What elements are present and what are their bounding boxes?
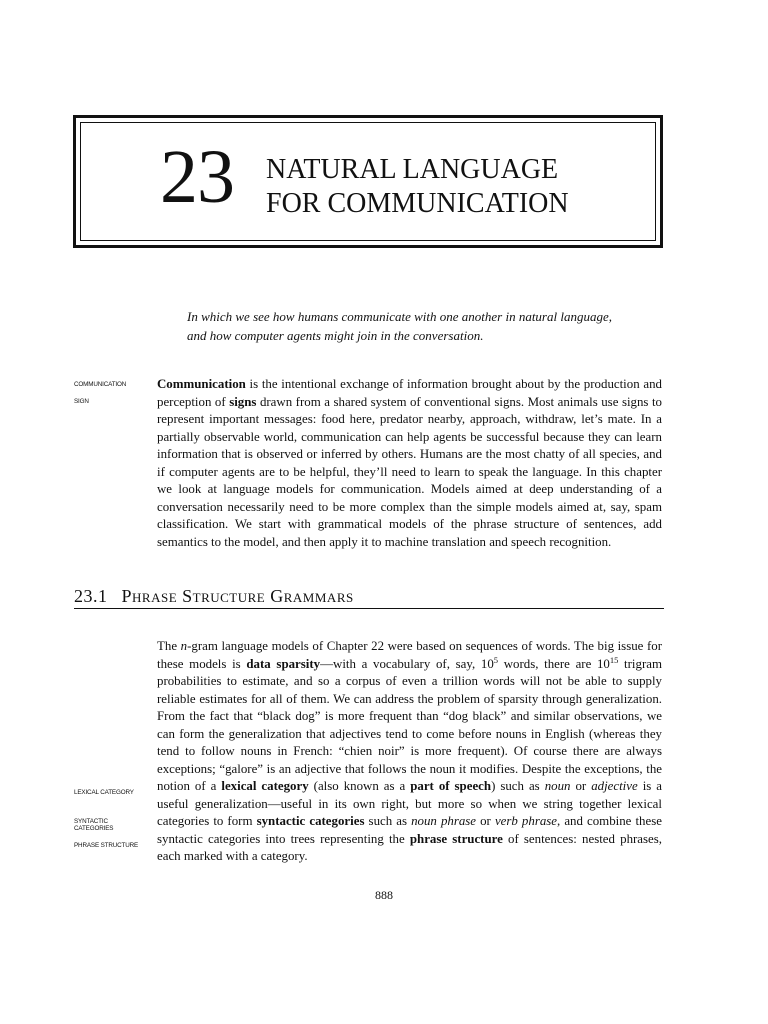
para1-text-2: drawn from a shared system of conventional signs. Most animals use signs to represent important messages: food here, predator nearby, approach, withdraw, let’s mate. In a partially observable world, communication can help agents be successful because they can learn information that is observed or inferred by others. Humans are the most chatty of all species, and if computer agents are to be helpful, they’ll need to learn to speak the language. In this chapter we look at language models for communication. Models aimed at deep understanding of a conversation necessarily need to be more complex than the simple models aimed at, say, spam classification. We start with grammatical models of the phrase structure of sentences, add semantics to the model, and then apply it to machine translation and speech recognition.	[157, 394, 662, 549]
em-verb-phrase: verb phrase	[494, 814, 558, 828]
margin-note-syntactic-categories	[74, 818, 113, 832]
para2-text-11: or	[476, 814, 495, 828]
para2-text-7: ) such as	[491, 779, 545, 793]
term-syntactic-categories: syntactic categories	[256, 814, 365, 828]
exponent-5: 5	[493, 654, 499, 665]
para1-text-1: is the intentional exchange of information brought about by the production and perception of	[157, 377, 662, 409]
paragraph-phrase-structure	[157, 638, 662, 866]
chapter-intro-line-2: and how computer agents might join in the conversation.	[187, 328, 484, 343]
para2-text-3: —with a vocabulary of, say, 10	[320, 656, 494, 671]
margin-note-communication: COMMUNICATION	[74, 381, 127, 388]
para2-text-5: trigram probabilities to estimate, and so a corpus of even a trillion words will not be able to supply reliable estimates for all of them. We can address the problem of sparsity through generalization. From the fact that “black dog” is more frequent than “dog black” and similar observations, we can form the generalization that adjectives tend to come before nouns in English (whereas they tend to follow nouns in French: “chien noir” is more frequent). Of course there are always exceptions; “galore” is an adjective that follows the noun it modifies. Despite the exceptions, the notion of a	[157, 656, 663, 793]
margin-note-syntactic-line-2: CATEGORIES	[74, 825, 114, 832]
chapter-header-box	[73, 115, 663, 248]
margin-note-sign: SIGN	[74, 398, 89, 405]
n-variable: n	[180, 639, 188, 653]
para2-text-13: of sentences: nested phrases, each marked with a category.	[157, 831, 663, 863]
chapter-intro	[187, 307, 667, 345]
chapter-number: 23	[160, 135, 234, 219]
section-heading	[74, 586, 664, 609]
term-part-of-speech: part of speech	[410, 779, 492, 793]
chapter-intro-line-1: In which we see how humans communicate with one another in natural language,	[187, 309, 612, 324]
chapter-header-inner-frame	[80, 122, 656, 241]
em-noun: noun	[544, 779, 571, 793]
para2-text-1: The	[157, 639, 181, 653]
term-phrase-structure: phrase structure	[409, 831, 503, 846]
para2-text-9: is a useful generalization—useful in its own right, but more so when we string together lexical categories to form	[157, 779, 663, 828]
para2-text-10: such as	[364, 814, 412, 828]
em-noun-phrase: noun phrase	[411, 814, 477, 828]
para2-text-12: , and combine these syntactic categories into trees representing the	[157, 814, 662, 846]
margin-note-phrase-structure: PHRASE STRUCTURE	[74, 842, 139, 849]
para2-text-6: (also known as a	[308, 779, 411, 793]
section-number: 23.1	[74, 586, 108, 606]
exponent-15: 15	[609, 654, 619, 665]
term-lexical-category: lexical category	[221, 779, 309, 793]
para2-text-8: or	[570, 779, 592, 793]
margin-note-lexical-category: LEXICAL CATEGORY	[74, 789, 134, 796]
term-signs: signs	[229, 394, 257, 409]
section-title: Phrase Structure Grammars	[121, 586, 354, 606]
page-number: 888	[375, 888, 393, 902]
para2-text-2: -gram language models of Chapter 22 were based on sequences of words. The big issue for these models is	[157, 639, 663, 671]
para2-text-4: words, there are 10	[498, 656, 610, 671]
paragraph-communication	[157, 376, 662, 551]
margin-note-syntactic-line-1: SYNTACTIC	[74, 818, 108, 825]
chapter-title-line-1: NATURAL LANGUAGE	[266, 154, 559, 185]
em-adjective: adjective	[591, 779, 638, 793]
chapter-title	[266, 153, 569, 221]
term-data-sparsity: data sparsity	[246, 656, 321, 671]
chapter-title-line-2: FOR COMMUNICATION	[266, 188, 569, 219]
term-communication: Communication	[157, 377, 246, 391]
